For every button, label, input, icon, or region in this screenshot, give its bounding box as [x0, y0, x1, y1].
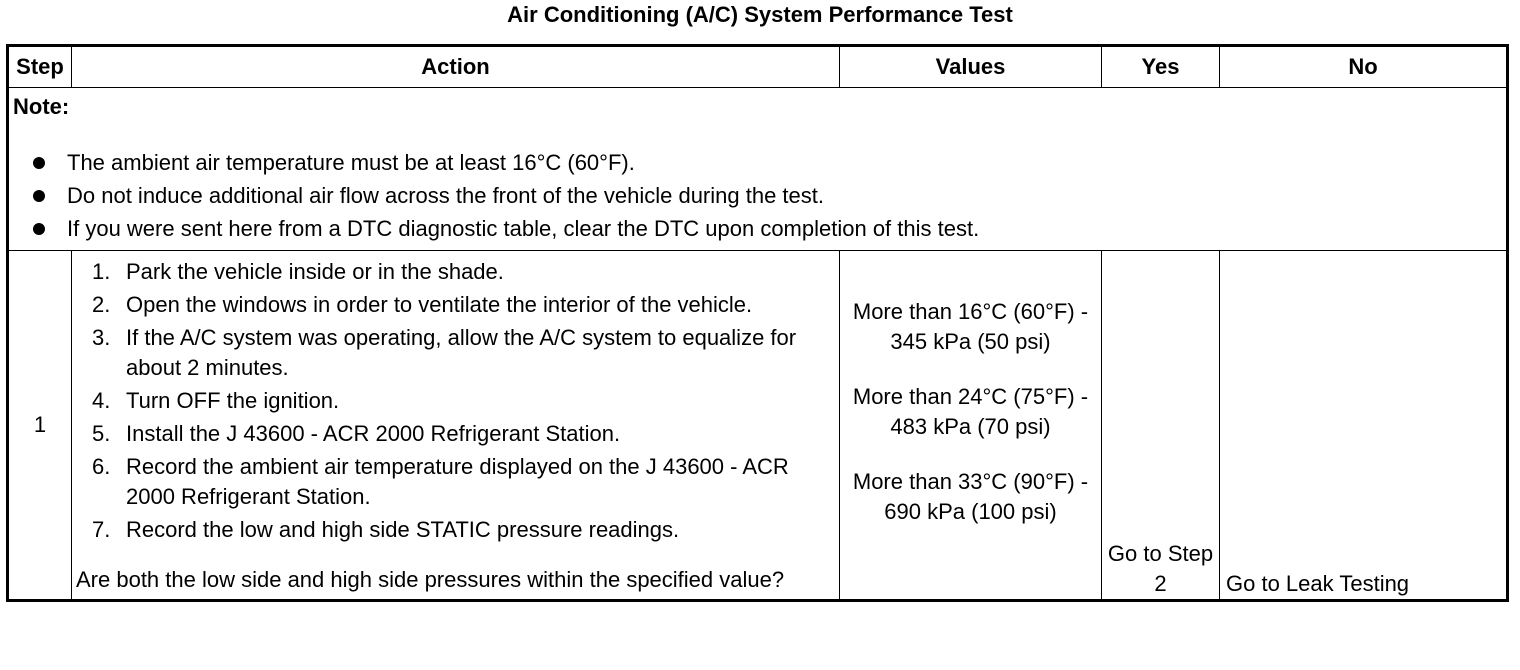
value-spec: More than 24°C (75°F) - 483 kPa (70 psi) — [852, 384, 1089, 439]
diagnostic-table — [6, 44, 1509, 602]
action-item-number: 2. — [92, 292, 111, 317]
action-cell — [72, 251, 840, 601]
action-item-text: Park the vehicle inside or in the shade. — [126, 259, 504, 284]
action-item-text: Record the low and high side STATIC pressure readings. — [126, 517, 680, 542]
no-cell: Go to Leak Testing — [1220, 251, 1508, 601]
note-item-text: Do not induce additional air flow across the front of the vehicle during the test. — [67, 183, 824, 208]
action-item-number: 7. — [92, 517, 111, 542]
column-header-action: Action — [72, 46, 840, 88]
bullet-icon — [33, 157, 45, 169]
action-item — [76, 386, 831, 416]
action-item-number: 6. — [92, 454, 111, 479]
column-header-step: Step — [8, 46, 72, 88]
bullet-icon — [33, 190, 45, 202]
page-title: Air Conditioning (A/C) System Performance Test — [507, 2, 1013, 27]
value-spec: More than 33°C (90°F) - 690 kPa (100 psi) — [852, 469, 1089, 524]
question-text: Are both the low side and high side pressures within the specified value? — [76, 567, 785, 592]
values-cell — [840, 251, 1102, 601]
yes-cell: Go to Step 2 — [1102, 251, 1220, 601]
action-item-number: 1. — [92, 259, 111, 284]
action-item-number: 5. — [92, 421, 111, 446]
note-item — [13, 179, 1500, 212]
action-item — [76, 515, 831, 545]
column-header-no: No — [1220, 46, 1508, 88]
table-row — [8, 251, 1508, 601]
step-number: 1 — [8, 251, 72, 601]
action-item-text: Turn OFF the ignition. — [126, 388, 340, 413]
column-header-values: Values — [840, 46, 1102, 88]
action-item-text: Record the ambient air temperature displayed on the J 43600 - ACR 2000 Refrigerant Station. — [126, 454, 789, 509]
action-item — [76, 452, 831, 512]
note-cell — [8, 88, 1508, 251]
action-item-text: Open the windows in order to ventilate the interior of the vehicle. — [126, 292, 753, 317]
note-item-text: The ambient air temperature must be at least 16°C (60°F). — [67, 150, 635, 175]
action-item-number: 4. — [92, 388, 111, 413]
note-item-text: If you were sent here from a DTC diagnostic table, clear the DTC upon completion of this test. — [67, 216, 980, 241]
bullet-icon — [33, 223, 45, 235]
action-item — [76, 257, 831, 287]
action-item — [76, 323, 831, 383]
note-item — [13, 212, 1500, 245]
action-item — [76, 290, 831, 320]
action-list — [76, 257, 831, 545]
action-item-text: If the A/C system was operating, allow the A/C system to equalize for about 2 minutes. — [126, 325, 797, 380]
value-spec: More than 16°C (60°F) - 345 kPa (50 psi) — [852, 299, 1089, 354]
column-header-yes: Yes — [1102, 46, 1220, 88]
note-row — [8, 88, 1508, 251]
action-item — [76, 419, 831, 449]
header-row — [8, 46, 1508, 88]
action-item-number: 3. — [92, 325, 111, 350]
note-item — [13, 146, 1500, 179]
note-label: Note: — [13, 94, 70, 119]
action-item-text: Install the J 43600 - ACR 2000 Refrigerant Station. — [126, 421, 621, 446]
note-list — [13, 146, 1500, 245]
